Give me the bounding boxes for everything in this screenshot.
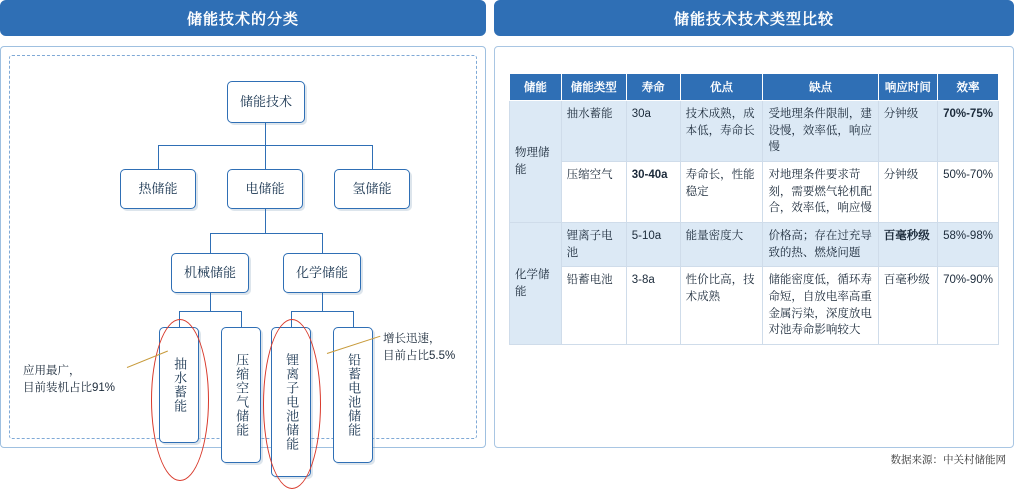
- cell-life: 30-40a: [626, 162, 680, 223]
- tree-leaf-lead-battery[interactable]: 铅蓄电池储能: [333, 327, 373, 463]
- table-row: [510, 223, 999, 267]
- cell-cons: 储能密度低，循环寿命短，自放电率高重金属污染，深度放电对池寿命影响较大: [763, 267, 878, 345]
- comparison-table-container: [494, 46, 1014, 448]
- tree-node-mechanical[interactable]: 机械储能: [171, 253, 249, 293]
- cell-efficiency: 50%-70%: [938, 162, 999, 223]
- callout-lithium-battery-line1: 增长迅速，: [383, 333, 441, 345]
- cell-cons: 受地理条件限制，建设慢，效率低，响应慢: [763, 101, 878, 162]
- cell-efficiency: 70%-90%: [938, 267, 999, 345]
- callout-lithium-battery-line2: 目前占比5.5%: [383, 350, 456, 363]
- callout-pumped-hydro-line2: 目前装机占比91%: [23, 382, 116, 395]
- table-row: [510, 101, 999, 162]
- cell-pros: 性价比高，技术成熟: [680, 267, 763, 345]
- connector-root-down: [265, 123, 266, 145]
- cell-life: 3-8a: [626, 267, 680, 345]
- col-cons: 缺点: [763, 74, 878, 101]
- tree-leaf-pumped-hydro[interactable]: 抽水蓄能: [159, 327, 199, 443]
- connector-mech-b: [241, 311, 242, 327]
- cell-response: 百毫秒级: [878, 267, 937, 345]
- cell-life: 30a: [626, 101, 680, 162]
- cell-type: 压缩空气: [561, 162, 626, 223]
- cell-life: 5-10a: [626, 223, 680, 267]
- cell-type: 抽水蓄能: [561, 101, 626, 162]
- connector-mech-a: [179, 311, 180, 327]
- connector-electric-down: [265, 209, 266, 233]
- connector-chem-down: [322, 293, 323, 311]
- source-note: 数据来源：中关村储能网: [890, 454, 1006, 466]
- tree-node-root[interactable]: 储能技术: [227, 81, 305, 123]
- table-header-row: [510, 74, 999, 101]
- connector-mech-bus: [179, 311, 241, 312]
- tree-diagram-container: [0, 46, 486, 451]
- col-response: 响应时间: [878, 74, 937, 101]
- cell-efficiency: 58%-98%: [938, 223, 999, 267]
- right-panel: [494, 0, 1014, 337]
- comparison-table: [509, 73, 999, 345]
- connector-level2-c: [372, 145, 373, 169]
- cell-pros: 技术成熟，成本低，寿命长: [680, 101, 763, 162]
- connector-chem-bus: [291, 311, 353, 312]
- tree-leaf-compressed-air[interactable]: 压缩空气储能: [221, 327, 261, 463]
- right-panel-title: 储能技术技术类型比较: [494, 0, 1014, 36]
- table-row: [510, 267, 999, 345]
- col-life: 寿命: [626, 74, 680, 101]
- connector-level2-b: [265, 145, 266, 169]
- connector-level3-bus: [210, 233, 322, 234]
- connector-level3-a: [210, 233, 211, 253]
- cell-category-chemical: 化学储能: [510, 223, 562, 345]
- callout-pumped-hydro-line1: 应用最广，: [23, 365, 81, 377]
- cell-category-physical: 物理储能: [510, 101, 562, 223]
- col-type: 储能类型: [561, 74, 626, 101]
- connector-chem-b: [353, 311, 354, 327]
- tree-node-thermal[interactable]: 热储能: [120, 169, 196, 209]
- left-panel: [0, 0, 486, 451]
- left-panel-title: 储能技术的分类: [0, 0, 486, 36]
- connector-level3-b: [322, 233, 323, 253]
- cell-cons: 价格高；存在过充导致的热、燃烧问题: [763, 223, 878, 267]
- callout-lithium-battery: [383, 331, 487, 366]
- col-category: 储能: [510, 74, 562, 101]
- cell-pros: 寿命长，性能稳定: [680, 162, 763, 223]
- cell-response: 分钟级: [878, 162, 937, 223]
- connector-mech-down: [210, 293, 211, 311]
- cell-type: 锂离子电池: [561, 223, 626, 267]
- cell-efficiency: 70%-75%: [938, 101, 999, 162]
- tree-node-electric[interactable]: 电储能: [227, 169, 303, 209]
- col-pros: 优点: [680, 74, 763, 101]
- connector-level2-a: [158, 145, 159, 169]
- col-efficiency: 效率: [938, 74, 999, 101]
- tree-leaf-lithium-battery[interactable]: 锂离子电池储能: [271, 327, 311, 477]
- cell-response: 分钟级: [878, 101, 937, 162]
- table-row: [510, 162, 999, 223]
- connector-chem-a: [291, 311, 292, 327]
- callout-pumped-hydro: [23, 363, 139, 398]
- cell-type: 铅蓄电池: [561, 267, 626, 345]
- tree-node-hydrogen[interactable]: 氢储能: [334, 169, 410, 209]
- cell-cons: 对地理条件要求苛刻，需要燃气轮机配合，效率低，响应慢: [763, 162, 878, 223]
- cell-pros: 能量密度大: [680, 223, 763, 267]
- tree-node-chemical[interactable]: 化学储能: [283, 253, 361, 293]
- cell-response: 百毫秒级: [878, 223, 937, 267]
